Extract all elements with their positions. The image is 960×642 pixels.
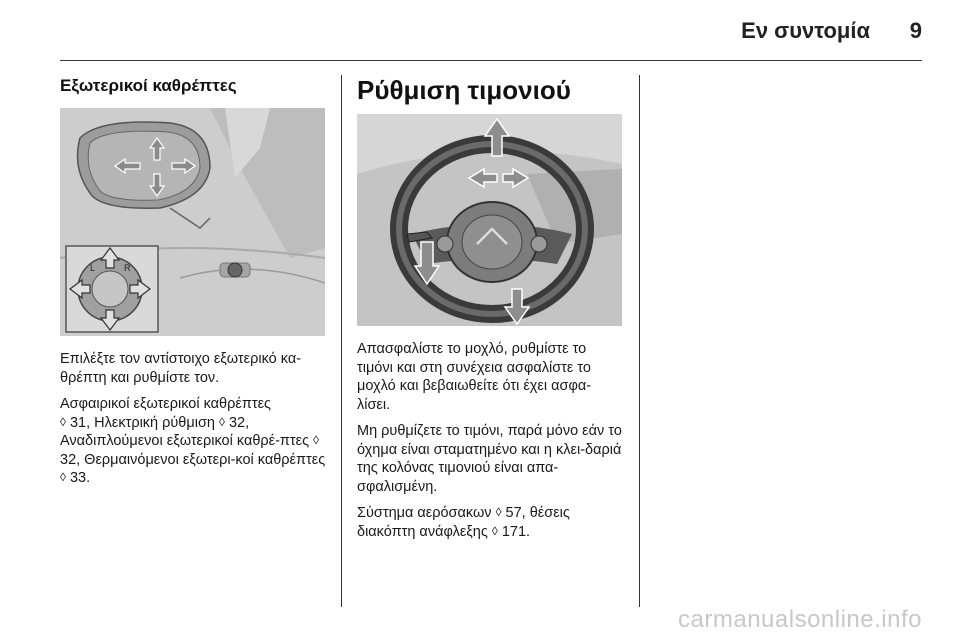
text-segment: 32, Αναδιπλούμενοι εξωτερικοί καθρέ-πτες [60,414,314,449]
middle-column [357,70,623,541]
section-heading-exterior-mirrors: Εξωτερικοί καθρέπτες [60,76,237,95]
steering-adjust-figure [357,114,622,326]
text-segment: 57, θέσεις διακόπτη ανάφλεξης [357,505,570,540]
column-divider-2 [639,75,640,607]
cross-reference-icon: ◊ [60,414,66,429]
column-divider-1 [341,75,342,607]
mirror-adjust-figure [60,108,325,336]
cross-reference-icon: ◊ [313,433,320,447]
section-heading-steering-adjustment: Ρύθμιση τιμονιού [357,75,571,105]
cross-reference-icon: ◊ [219,414,225,429]
text-segment: 171. [497,523,531,540]
paragraph-mirror-references [60,395,326,488]
watermark: carmanualsonline.info [678,606,922,633]
mirror-illustration [60,108,325,336]
running-header-title: Εν συντομία [741,18,870,43]
text-segment: 33. [65,470,91,486]
paragraph-select-mirror: Επιλέξτε τον αντίστοιχο εξωτερικό κα-θρέπτη και ρυθμίστε τον. [60,351,302,386]
left-mirror-label: L [90,263,96,273]
text-segment: 31, Ηλεκτρική ρύθμιση [65,414,219,431]
paragraph-adjust-warning: Μη ρυθμίζετε το τιμόνι, παρά μόνο εάν το όχημα είναι σταματημένο και η κλει-δαριά της κολόνας τιμονιού είναι απα-σφαλισμένη. [357,423,622,495]
text-segment: Ασφαιρικοί εξωτερικοί καθρέπτες [60,396,272,412]
cross-reference-icon: ◊ [491,523,498,538]
text-segment: Σύστημα αερόσακων [357,505,496,521]
page-number: 9 [909,18,922,43]
cross-reference-icon: ◊ [495,505,502,519]
paragraph-unlock-lever: Απασφαλίστε το μοχλό, ρυθμίστε το τιμόνι και στη συνέχεια ασφαλίστε το μοχλό και βεβαιωθείτε ότι έχει ασφα-λίσει. [357,341,592,413]
left-column [60,70,326,488]
paragraph-airbag-references [357,504,623,541]
header-rule [60,60,922,61]
right-mirror-label: R [124,263,131,273]
text-segment: 32, Θερμαινόμενοι εξωτερι-κοί καθρέπτες [60,451,326,468]
cross-reference-icon: ◊ [60,470,66,484]
steering-wheel-illustration [357,114,622,326]
